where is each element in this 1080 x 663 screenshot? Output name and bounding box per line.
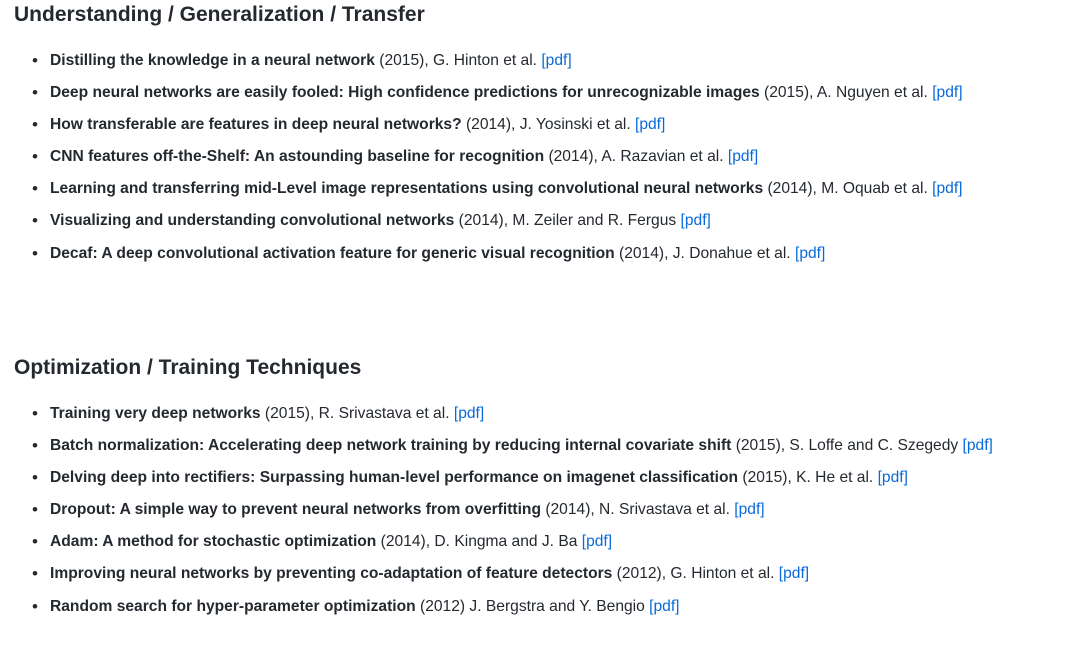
paper-meta: (2014), J. Yosinski et al. bbox=[461, 116, 635, 134]
paper-meta: (2015), K. He et al. bbox=[738, 469, 878, 487]
paper-title: Decaf: A deep convolutional activation feature for generic visual recognition bbox=[50, 244, 615, 262]
list-item bbox=[30, 177, 1076, 201]
list-item bbox=[30, 145, 1076, 169]
paper-meta: (2015), R. Srivastava et al. bbox=[260, 405, 454, 422]
paper-title: CNN features off-the-Shelf: An astounding baseline for recognition bbox=[50, 148, 545, 166]
paper-title: Adam: A method for stochastic optimization bbox=[50, 533, 377, 551]
section-heading-understanding: Understanding / Generalization / Transfer bbox=[14, 3, 425, 26]
section-heading-optimization: Optimization / Training Techniques bbox=[14, 356, 362, 379]
bullet-icon: • bbox=[32, 404, 38, 423]
paper-meta: (2014), M. Zeiler and R. Fergus bbox=[454, 212, 681, 230]
bullet-icon: • bbox=[32, 211, 38, 231]
paper-title: Learning and transferring mid-Level image representations using convolutional neural networks bbox=[50, 180, 764, 198]
list-item bbox=[30, 595, 1076, 619]
bullet-icon: • bbox=[32, 500, 38, 520]
pdf-link[interactable]: [pdf] bbox=[649, 597, 680, 615]
paper-meta: (2014), N. Srivastava et al. bbox=[540, 501, 735, 519]
paper-meta: (2014), J. Donahue et al. bbox=[614, 244, 795, 262]
pdf-link[interactable]: [pdf] bbox=[541, 52, 572, 69]
pdf-link[interactable]: [pdf] bbox=[453, 405, 485, 422]
bullet-icon: • bbox=[32, 179, 38, 199]
paper-meta: (2014), M. Oquab et al. bbox=[763, 180, 933, 198]
pdf-link[interactable]: [pdf] bbox=[794, 244, 826, 262]
paper-meta: (2014), D. Kingma and J. Ba bbox=[376, 533, 582, 551]
paper-title: Distilling the knowledge in a neural network bbox=[50, 52, 375, 69]
paper-meta: (2015), A. Nguyen et al. bbox=[759, 84, 933, 102]
paper-meta: (2015), S. Loffe and C. Szegedy bbox=[731, 437, 963, 455]
paper-title: Training very deep networks bbox=[50, 405, 261, 422]
paper-meta: (2012), G. Hinton et al. bbox=[612, 565, 779, 583]
bullet-icon: • bbox=[32, 243, 38, 263]
list-item bbox=[30, 466, 1076, 490]
bullet-icon: • bbox=[32, 468, 38, 488]
paper-title: Delving deep into rectifiers: Surpassing human-level performance on imagenet classification bbox=[50, 469, 739, 487]
bullet-icon: • bbox=[32, 51, 38, 70]
paper-title: Deep neural networks are easily fooled: High confidence predictions for unrecognizable images bbox=[50, 84, 760, 102]
list-item bbox=[30, 402, 1076, 426]
list-item bbox=[30, 113, 1076, 137]
paper-title: Improving neural networks by preventing co-adaptation of feature detectors bbox=[50, 565, 613, 583]
list-item bbox=[30, 530, 1076, 554]
list-item bbox=[30, 81, 1076, 105]
list-item bbox=[30, 562, 1076, 586]
bullet-icon: • bbox=[32, 83, 38, 103]
paper-meta: (2012) J. Bergstra and Y. Bengio bbox=[415, 597, 650, 615]
pdf-link[interactable]: [pdf] bbox=[734, 501, 765, 519]
bullet-icon: • bbox=[32, 436, 38, 456]
pdf-link[interactable]: [pdf] bbox=[581, 533, 613, 551]
paper-title: Batch normalization: Accelerating deep network training by reducing internal covariate shift bbox=[50, 437, 732, 455]
paper-title: Dropout: A simple way to prevent neural networks from overfitting bbox=[50, 501, 541, 519]
bullet-icon: • bbox=[32, 147, 38, 167]
paper-list-optimization bbox=[30, 402, 1076, 627]
list-item bbox=[30, 242, 1076, 266]
pdf-link[interactable]: [pdf] bbox=[877, 469, 908, 487]
paper-meta: (2015), G. Hinton et al. bbox=[374, 52, 542, 69]
pdf-link[interactable]: [pdf] bbox=[932, 84, 963, 102]
paper-meta: (2014), A. Razavian et al. bbox=[544, 148, 728, 166]
pdf-link[interactable]: [pdf] bbox=[962, 437, 993, 455]
pdf-link[interactable]: [pdf] bbox=[932, 180, 963, 198]
list-item bbox=[30, 498, 1076, 522]
pdf-link[interactable]: [pdf] bbox=[727, 148, 759, 166]
paper-list-understanding bbox=[30, 49, 1076, 274]
list-item bbox=[30, 49, 1076, 73]
paper-title: How transferable are features in deep neural networks? bbox=[50, 116, 462, 134]
bullet-icon: • bbox=[32, 115, 38, 135]
pdf-link[interactable]: [pdf] bbox=[635, 116, 666, 134]
list-item bbox=[30, 434, 1076, 458]
pdf-link[interactable]: [pdf] bbox=[778, 565, 810, 583]
paper-title: Random search for hyper-parameter optimization bbox=[50, 597, 416, 615]
pdf-link[interactable]: [pdf] bbox=[680, 212, 711, 230]
paper-title: Visualizing and understanding convolutional networks bbox=[50, 212, 455, 230]
bullet-icon: • bbox=[32, 564, 38, 584]
list-item bbox=[30, 209, 1076, 233]
bullet-icon: • bbox=[32, 532, 38, 552]
bullet-icon: • bbox=[32, 596, 38, 616]
